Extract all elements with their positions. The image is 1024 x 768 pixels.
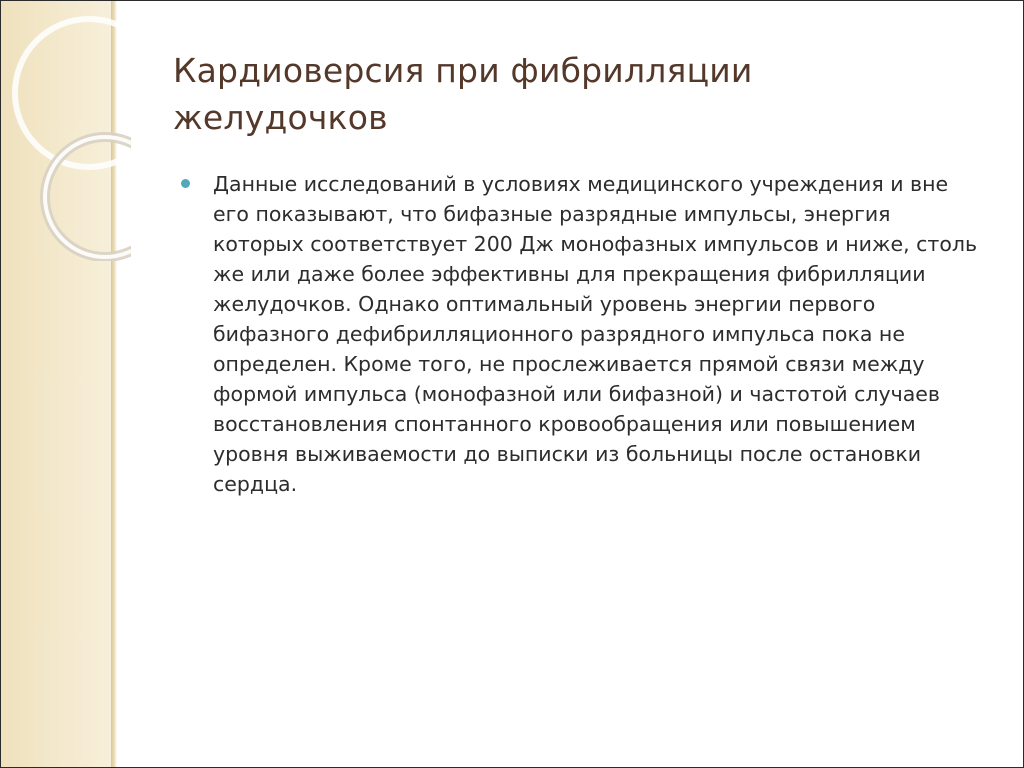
bullet-item: [181, 169, 981, 499]
slide-title: Кардиоверсия при фибрилляции желудочков: [173, 51, 753, 137]
bullet-text: Данные исследований в условиях медицинского учреждения и вне его показывают, что бифазные разрядные импульсы, энергия которых соответствует 200 Дж монофазных импульсов и ниже, столь же или даже более эффективны для прекращения фибрилляции желудочков. Однако оптимальный уровень энергии первого бифазного дефибрилляционного разрядного импульса пока не определен. Кроме того, не прослеживается прямой связи между формой импульса (монофазной или бифазной) и частотой случаев восстановления спонтанного кровообращения или повышением уровня выживаемости до выписки из больницы после остановки сердца.: [213, 172, 978, 496]
bullet-list: [181, 169, 981, 499]
decorative-rings-icon: [1, 1, 131, 261]
round-bullet-icon: [181, 179, 190, 188]
